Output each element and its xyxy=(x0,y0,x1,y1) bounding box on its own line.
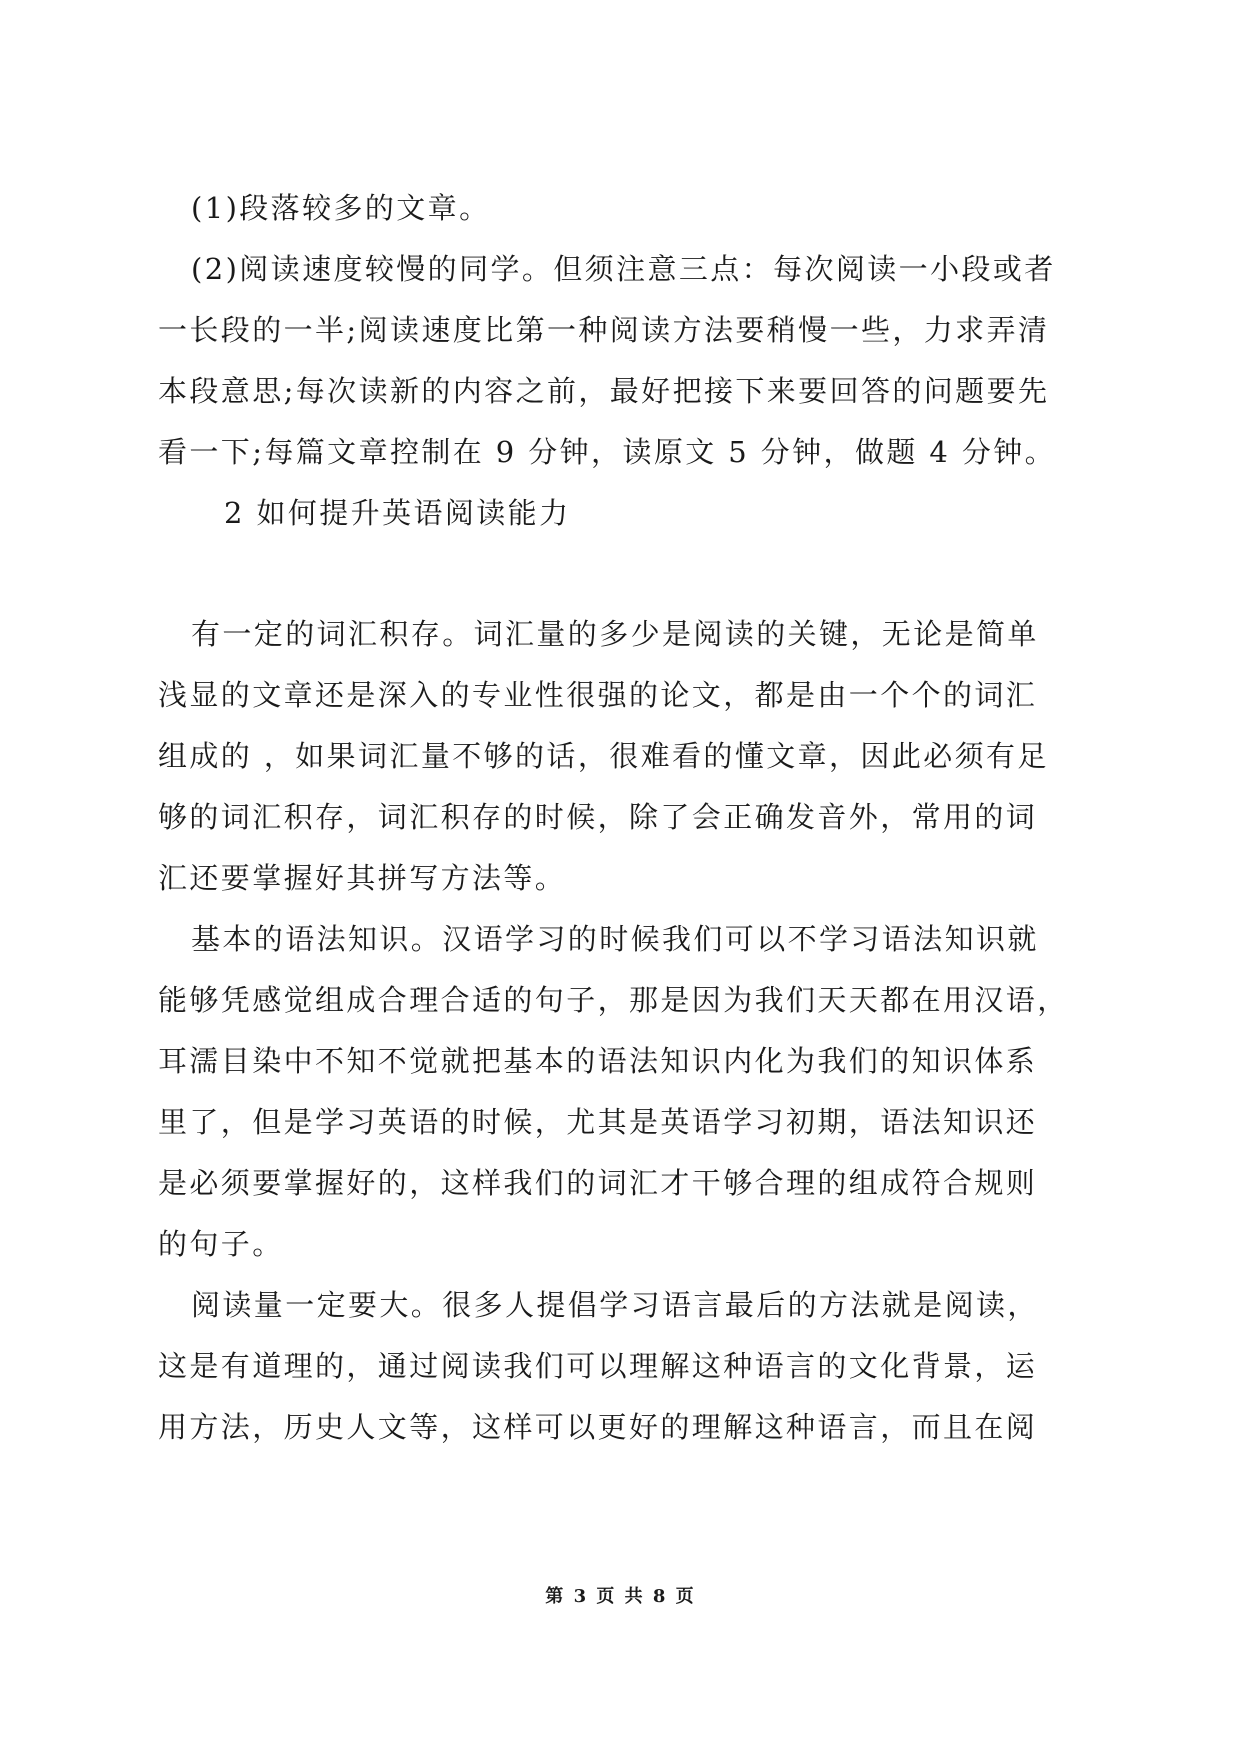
paragraph-2-line-1: 基本的语法知识。汉语学习的时候我们可以不学习语法知识就 xyxy=(191,922,1039,956)
paragraph-3-line-1: 阅读量一定要大。很多人提倡学习语言最后的方法就是阅读， xyxy=(191,1288,1039,1322)
list-item-2-line-4: 看一下;每篇文章控制在 9 分钟，读原文 5 分钟，做题 4 分钟。 xyxy=(158,435,1057,469)
paragraph-2-line-4: 里了，但是学习英语的时候，尤其是英语学习初期，语法知识还 xyxy=(158,1105,1038,1139)
section-heading: 2 如何提升英语阅读能力 xyxy=(224,496,571,530)
list-item-2-line-2: 一长段的一半;阅读速度比第一种阅读方法要稍慢一些，力求弄清 xyxy=(158,313,1050,347)
paragraph-2-line-6: 的句子。 xyxy=(158,1227,284,1261)
heading-spacer xyxy=(158,544,1088,604)
paragraph-3-line-3: 用方法，历史人文等，这样可以更好的理解这种语言，而且在阅 xyxy=(158,1410,1038,1444)
paragraph-1-line-5: 汇还要掌握好其拼写方法等。 xyxy=(158,861,567,895)
list-item-2-line-1: (2)阅读速度较慢的同学。但须注意三点：每次阅读一小段或者 xyxy=(191,252,1056,286)
paragraph-3-line-2: 这是有道理的，通过阅读我们可以理解这种语言的文化背景，运 xyxy=(158,1349,1038,1383)
list-item-1-line-1: (1)段落较多的文章。 xyxy=(191,191,491,225)
document-body xyxy=(158,178,1088,1458)
paragraph-1-line-2: 浅显的文章还是深入的专业性很强的论文，都是由一个个的词汇 xyxy=(158,678,1038,712)
list-item-2-line-3: 本段意思;每次读新的内容之前，最好把接下来要回答的问题要先 xyxy=(158,374,1050,408)
paragraph-2-line-2: 能够凭感觉组成合理合适的句子，那是因为我们天天都在用汉语， xyxy=(158,983,1069,1017)
page-number-footer: 第 3 页 共 8 页 xyxy=(545,1586,696,1607)
paragraph-2-line-3: 耳濡目染中不知不觉就把基本的语法知识内化为我们的知识体系 xyxy=(158,1044,1038,1078)
paragraph-2-line-5: 是必须要掌握好的，这样我们的词汇才干够合理的组成符合规则 xyxy=(158,1166,1038,1200)
paragraph-1-line-1: 有一定的词汇积存。词汇量的多少是阅读的关键，无论是简单 xyxy=(191,617,1039,651)
paragraph-1-line-3: 组成的 ，如果词汇量不够的话，很难看的懂文章，因此必须有足 xyxy=(158,739,1049,773)
paragraph-1-line-4: 够的词汇积存，词汇积存的时候，除了会正确发音外，常用的词 xyxy=(158,800,1038,834)
